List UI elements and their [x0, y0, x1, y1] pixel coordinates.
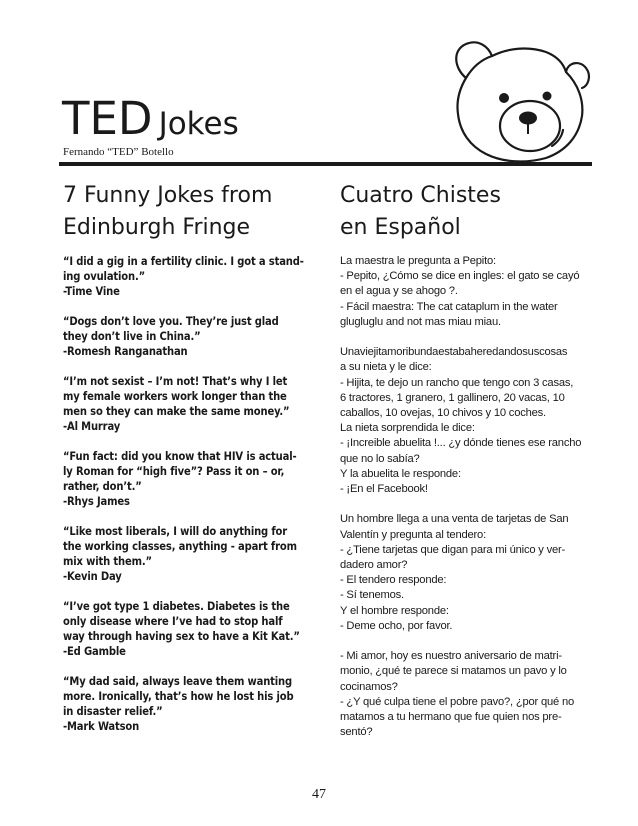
joke-quote — [63, 374, 313, 419]
chiste-item — [340, 512, 590, 634]
chiste-line: sentó? — [340, 726, 373, 739]
chiste-line: Unaviejitamoribundaestabaheredandosuscosas — [340, 346, 568, 359]
byline: Fernando “TED” Botello — [63, 146, 174, 158]
joke-author: -Rhys James — [63, 495, 130, 508]
joke-author: -Ed Gamble — [63, 645, 126, 658]
page-number: 47 — [312, 787, 326, 802]
joke-author: -Time Vine — [63, 285, 120, 298]
spanish-jokes-list — [340, 254, 590, 740]
joke-line: “Dogs don’t love you. They’re just glad — [63, 315, 279, 328]
chiste-line: 6 tractores, 1 granero, 1 gallinero, 20 vacas, 10 — [340, 391, 565, 404]
joke-author: -Mark Watson — [63, 720, 140, 733]
joke-author: -Kevin Day — [63, 570, 122, 583]
joke-line: the working classes, anything - apart from — [63, 540, 297, 553]
header-divider — [59, 162, 592, 166]
heading-line: Edinburgh Fringe — [63, 215, 251, 240]
spanish-jokes-column — [340, 180, 590, 756]
joke-item — [63, 314, 313, 359]
chiste-item — [340, 254, 590, 330]
chiste-line: glugluglu and not mas miau miau. — [340, 315, 501, 328]
joke-item — [63, 599, 313, 659]
joke-line: “I’ve got type 1 diabetes. Diabetes is the — [63, 600, 290, 613]
joke-line: way through having sex to have a Kit Kat.” — [63, 630, 300, 643]
joke-item — [63, 374, 313, 434]
spanish-jokes-heading — [340, 180, 590, 244]
chiste-line: - ¿Tiene tarjetas que digan para mi único y ver- — [340, 543, 566, 556]
chiste-line: - El tendero responde: — [340, 574, 447, 587]
chiste-line: dadero amor? — [340, 559, 408, 572]
heading-line: Cuatro Chistes — [340, 183, 501, 208]
chiste-line: La nieta sorprendida le dice: — [340, 422, 475, 435]
joke-line: “Fun fact: did you know that HIV is actual- — [63, 450, 297, 463]
chiste-item — [340, 649, 590, 740]
heading-line: en Español — [340, 215, 461, 240]
joke-item — [63, 449, 313, 509]
joke-item — [63, 254, 313, 299]
joke-author: -Romesh Ranganathan — [63, 345, 188, 358]
joke-line: “Like most liberals, I will do anything for — [63, 525, 288, 538]
title-main: TED — [62, 92, 153, 145]
joke-author: -Al Murray — [63, 420, 121, 433]
joke-item — [63, 524, 313, 584]
chiste-line: en el agua y se ahogo ?. — [340, 285, 458, 298]
joke-line: “I did a gig in a fertility clinic. I got a stand- — [63, 255, 304, 268]
chiste-line: La maestra le pregunta a Pepito: — [340, 255, 496, 267]
joke-line: “My dad said, always leave them wanting — [63, 675, 292, 688]
english-jokes-list — [63, 254, 313, 734]
chiste-line: - ¡En el Facebook! — [340, 483, 428, 496]
joke-line: rather, don’t.” — [63, 480, 142, 493]
bear-face-icon — [448, 38, 598, 164]
joke-quote — [63, 674, 313, 719]
chiste-line: a su nieta y le dice: — [340, 361, 432, 374]
english-jokes-column — [63, 180, 313, 749]
joke-quote — [63, 254, 313, 284]
heading-line: 7 Funny Jokes from — [63, 183, 273, 208]
joke-line: “I’m not sexist – I’m not! That’s why I let — [63, 375, 288, 388]
chiste-line: - Fácil maestra: The cat cataplum in the water — [340, 300, 558, 313]
chiste-line: - Mi amor, hoy es nuestro aniversario de matri- — [340, 650, 562, 663]
joke-quote — [63, 449, 313, 494]
chiste-line: cocinamos? — [340, 680, 398, 693]
chiste-line: - Deme ocho, por favor. — [340, 619, 453, 632]
chiste-line: matamos a tu hermano que fue quien nos pre- — [340, 711, 562, 724]
chiste-line: caballos, 10 ovejas, 10 chivos y 10 coches. — [340, 407, 546, 420]
joke-line: in disaster relief.” — [63, 705, 163, 718]
chiste-line: - Sí tenemos. — [340, 589, 404, 602]
chiste-line: Valentín y pregunta al tendero: — [340, 528, 486, 541]
joke-line: more. Ironically, that’s how he lost his job — [63, 690, 294, 703]
chiste-line: Y la abuelita le responde: — [340, 467, 461, 480]
joke-quote — [63, 599, 313, 644]
page-title — [62, 92, 239, 145]
chiste-line: Y el hombre responde: — [340, 604, 449, 617]
joke-line: they don’t live in China.” — [63, 330, 201, 343]
chiste-line: - Pepito, ¿Cómo se dice en ingles: el gato se cayó — [340, 270, 580, 283]
chiste-line: - ¿Y qué culpa tiene el pobre pavo?, ¿por qué no — [340, 695, 574, 708]
joke-line: my female workers work longer than the — [63, 390, 287, 403]
joke-item — [63, 674, 313, 734]
chiste-item — [340, 345, 590, 497]
joke-quote — [63, 314, 313, 344]
chiste-line: Un hombre llega a una venta de tarjetas de San — [340, 513, 569, 526]
joke-quote — [63, 524, 313, 569]
joke-line: mix with them.” — [63, 555, 152, 568]
joke-line: ing ovulation.” — [63, 270, 146, 283]
joke-line: ly Roman for “high five”? Pass it on – or, — [63, 465, 285, 478]
english-jokes-heading — [63, 180, 313, 244]
chiste-line: que no lo sabía? — [340, 452, 420, 465]
joke-line: only disease where I’ve had to stop half — [63, 615, 283, 628]
chiste-line: - ¡Increible abuelita !... ¿y dónde tienes ese rancho — [340, 437, 582, 450]
chiste-line: monio, ¿qué te parece si matamos un pavo y lo — [340, 665, 567, 678]
chiste-line: - Hijita, te dejo un rancho que tengo con 3 casas, — [340, 376, 574, 389]
title-sub: Jokes — [158, 106, 239, 142]
joke-line: men so they can make the same money.” — [63, 405, 290, 418]
